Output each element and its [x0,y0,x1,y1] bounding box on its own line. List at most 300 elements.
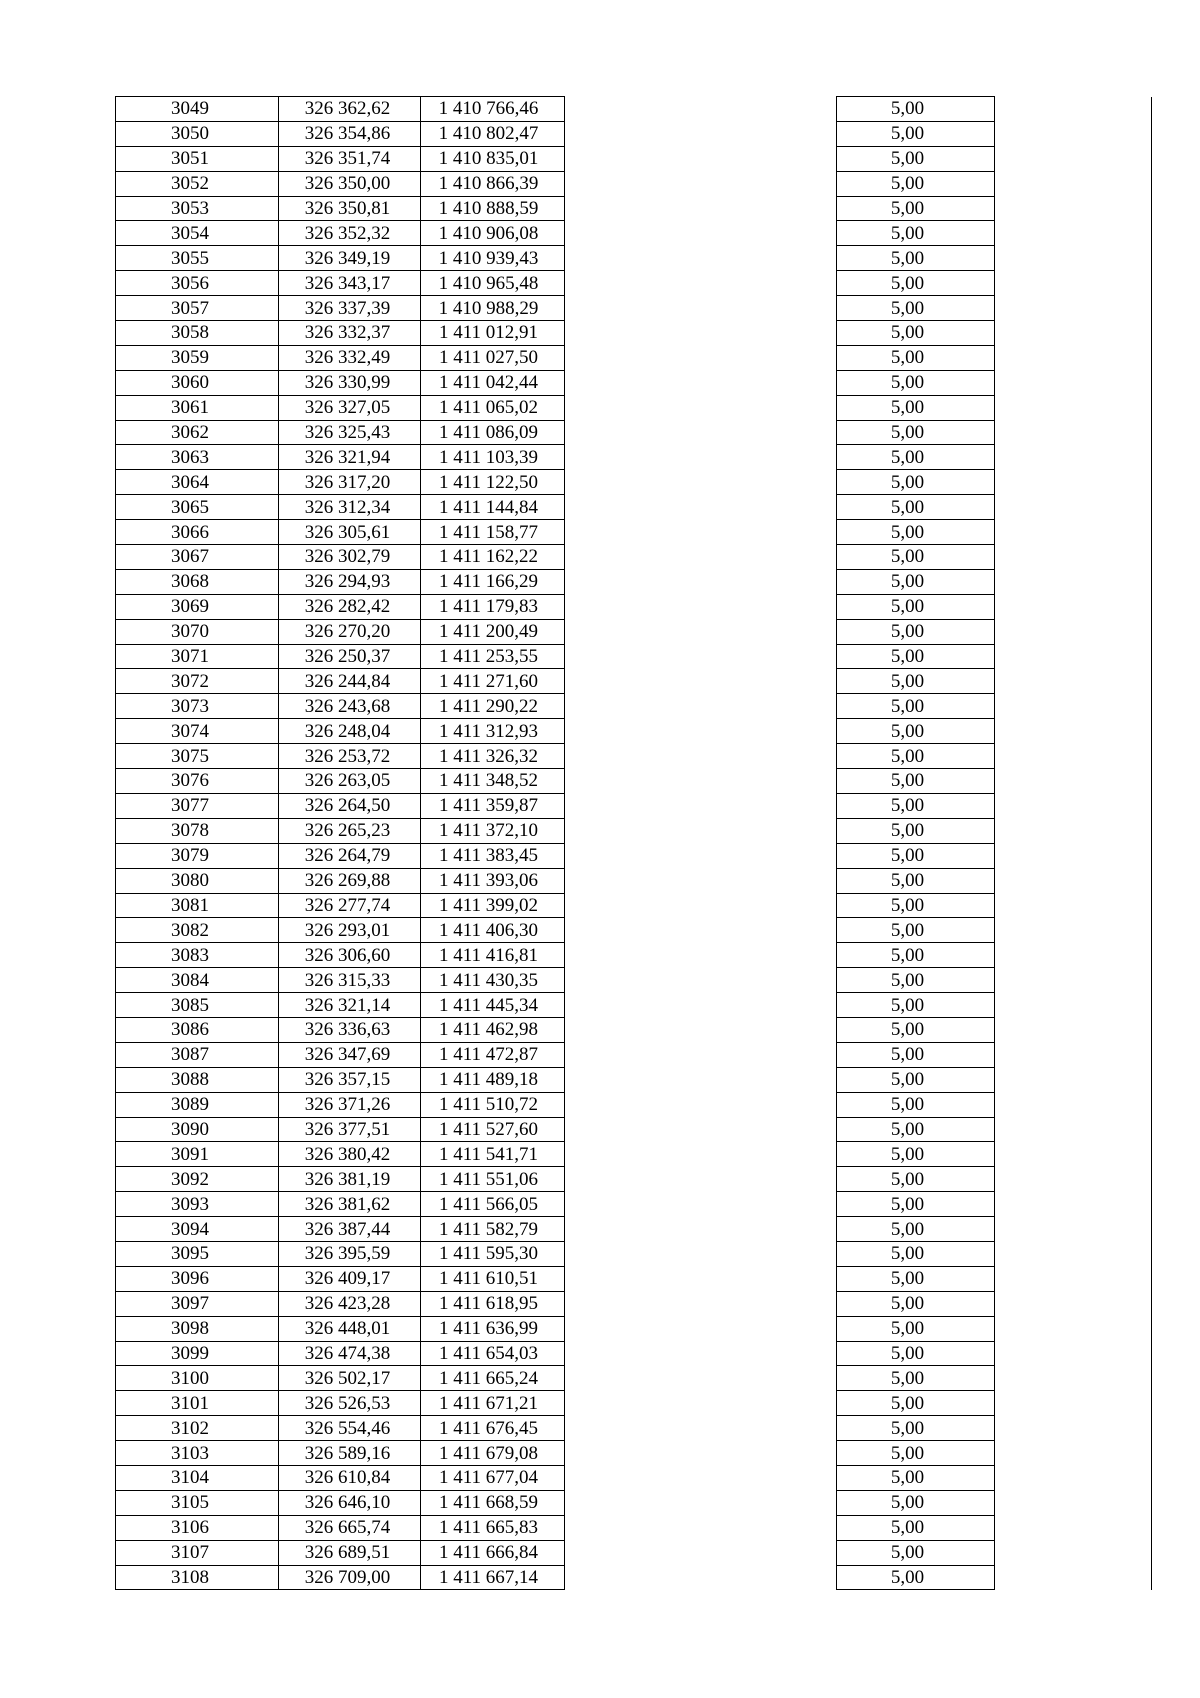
empty-cell [995,171,1152,196]
empty-cell [565,644,837,669]
empty-cell [995,943,1152,968]
y-coordinate-cell: 1 410 988,29 [421,296,565,321]
accuracy-value-cell: 5,00 [837,97,995,122]
accuracy-value-cell: 5,00 [837,1017,995,1042]
empty-cell [565,1042,837,1067]
point-number-cell: 3077 [116,793,279,818]
accuracy-value-cell: 5,00 [837,943,995,968]
y-coordinate-cell: 1 411 122,50 [421,470,565,495]
point-number-cell: 3056 [116,271,279,296]
point-number-cell: 3059 [116,345,279,370]
table-row [116,1017,1152,1042]
accuracy-value-cell: 5,00 [837,271,995,296]
accuracy-value-cell: 5,00 [837,321,995,346]
empty-cell [565,1192,837,1217]
x-coordinate-cell: 326 282,42 [279,594,421,619]
empty-cell [565,321,837,346]
x-coordinate-cell: 326 317,20 [279,470,421,495]
empty-cell [565,1067,837,1092]
accuracy-value-cell: 5,00 [837,1067,995,1092]
empty-cell [995,1142,1152,1167]
point-number-cell: 3071 [116,644,279,669]
accuracy-value-cell: 5,00 [837,395,995,420]
empty-cell [565,993,837,1018]
x-coordinate-cell: 326 349,19 [279,246,421,271]
y-coordinate-cell: 1 411 162,22 [421,545,565,570]
x-coordinate-cell: 326 554,46 [279,1416,421,1441]
point-number-cell: 3058 [116,321,279,346]
empty-cell [565,1540,837,1565]
accuracy-value-cell: 5,00 [837,769,995,794]
table-row [116,818,1152,843]
point-number-cell: 3085 [116,993,279,1018]
empty-cell [995,569,1152,594]
table-row [116,146,1152,171]
y-coordinate-cell: 1 411 406,30 [421,918,565,943]
coordinate-table-body [116,97,1152,1590]
x-coordinate-cell: 326 343,17 [279,271,421,296]
point-number-cell: 3060 [116,370,279,395]
x-coordinate-cell: 326 448,01 [279,1316,421,1341]
table-row [116,545,1152,570]
empty-cell [995,1291,1152,1316]
table-row [116,1291,1152,1316]
table-row [116,619,1152,644]
empty-cell [565,395,837,420]
empty-cell [565,345,837,370]
empty-cell [995,445,1152,470]
x-coordinate-cell: 326 306,60 [279,943,421,968]
empty-cell [995,121,1152,146]
table-row [116,246,1152,271]
accuracy-value-cell: 5,00 [837,1341,995,1366]
empty-cell [565,1142,837,1167]
empty-cell [995,495,1152,520]
empty-cell [995,744,1152,769]
empty-cell [565,420,837,445]
empty-cell [995,1540,1152,1565]
empty-cell [565,1565,837,1590]
y-coordinate-cell: 1 411 666,84 [421,1540,565,1565]
x-coordinate-cell: 326 312,34 [279,495,421,520]
x-coordinate-cell: 326 387,44 [279,1217,421,1242]
empty-cell [565,1241,837,1266]
point-number-cell: 3105 [116,1490,279,1515]
point-number-cell: 3095 [116,1241,279,1266]
coordinate-table [115,96,1152,1590]
table-row [116,1117,1152,1142]
empty-cell [565,370,837,395]
accuracy-value-cell: 5,00 [837,495,995,520]
point-number-cell: 3069 [116,594,279,619]
table-row [116,1142,1152,1167]
empty-cell [565,1441,837,1466]
accuracy-value-cell: 5,00 [837,1192,995,1217]
table-row [116,1316,1152,1341]
accuracy-value-cell: 5,00 [837,744,995,769]
empty-cell [995,321,1152,346]
table-row [116,1490,1152,1515]
empty-cell [565,1117,837,1142]
x-coordinate-cell: 326 321,94 [279,445,421,470]
point-number-cell: 3066 [116,520,279,545]
x-coordinate-cell: 326 315,33 [279,968,421,993]
point-number-cell: 3053 [116,196,279,221]
table-row [116,196,1152,221]
y-coordinate-cell: 1 411 671,21 [421,1391,565,1416]
y-coordinate-cell: 1 411 290,22 [421,694,565,719]
y-coordinate-cell: 1 411 636,99 [421,1316,565,1341]
x-coordinate-cell: 326 395,59 [279,1241,421,1266]
table-row [116,719,1152,744]
table-row [116,520,1152,545]
y-coordinate-cell: 1 411 472,87 [421,1042,565,1067]
empty-cell [995,1316,1152,1341]
point-number-cell: 3055 [116,246,279,271]
y-coordinate-cell: 1 411 086,09 [421,420,565,445]
empty-cell [995,669,1152,694]
empty-cell [565,1017,837,1042]
empty-cell [995,1017,1152,1042]
y-coordinate-cell: 1 410 835,01 [421,146,565,171]
table-row [116,97,1152,122]
point-number-cell: 3061 [116,395,279,420]
y-coordinate-cell: 1 411 551,06 [421,1167,565,1192]
empty-cell [995,246,1152,271]
empty-cell [995,893,1152,918]
table-row [116,1067,1152,1092]
point-number-cell: 3062 [116,420,279,445]
y-coordinate-cell: 1 411 158,77 [421,520,565,545]
y-coordinate-cell: 1 411 359,87 [421,793,565,818]
x-coordinate-cell: 326 352,32 [279,221,421,246]
accuracy-value-cell: 5,00 [837,818,995,843]
empty-cell [995,545,1152,570]
x-coordinate-cell: 326 336,63 [279,1017,421,1042]
y-coordinate-cell: 1 410 965,48 [421,271,565,296]
empty-cell [995,719,1152,744]
x-coordinate-cell: 326 269,88 [279,868,421,893]
accuracy-value-cell: 5,00 [837,1391,995,1416]
point-number-cell: 3052 [116,171,279,196]
point-number-cell: 3078 [116,818,279,843]
table-row [116,271,1152,296]
empty-cell [995,1117,1152,1142]
point-number-cell: 3106 [116,1515,279,1540]
x-coordinate-cell: 326 409,17 [279,1266,421,1291]
empty-cell [565,1416,837,1441]
empty-cell [995,843,1152,868]
point-number-cell: 3051 [116,146,279,171]
empty-cell [995,345,1152,370]
empty-cell [995,868,1152,893]
y-coordinate-cell: 1 411 144,84 [421,495,565,520]
accuracy-value-cell: 5,00 [837,868,995,893]
empty-cell [995,395,1152,420]
coordinate-table-page [115,96,1151,1590]
empty-cell [995,1067,1152,1092]
accuracy-value-cell: 5,00 [837,619,995,644]
empty-cell [995,1441,1152,1466]
y-coordinate-cell: 1 411 541,71 [421,1142,565,1167]
point-number-cell: 3049 [116,97,279,122]
accuracy-value-cell: 5,00 [837,1266,995,1291]
point-number-cell: 3067 [116,545,279,570]
empty-cell [565,1391,837,1416]
empty-cell [565,97,837,122]
accuracy-value-cell: 5,00 [837,793,995,818]
y-coordinate-cell: 1 411 595,30 [421,1241,565,1266]
accuracy-value-cell: 5,00 [837,1092,995,1117]
y-coordinate-cell: 1 410 888,59 [421,196,565,221]
empty-cell [565,146,837,171]
x-coordinate-cell: 326 347,69 [279,1042,421,1067]
table-row [116,644,1152,669]
y-coordinate-cell: 1 411 679,08 [421,1441,565,1466]
table-row [116,669,1152,694]
y-coordinate-cell: 1 411 665,24 [421,1366,565,1391]
accuracy-value-cell: 5,00 [837,1217,995,1242]
empty-cell [995,1490,1152,1515]
accuracy-value-cell: 5,00 [837,669,995,694]
y-coordinate-cell: 1 411 582,79 [421,1217,565,1242]
empty-cell [995,271,1152,296]
empty-cell [995,1565,1152,1590]
y-coordinate-cell: 1 411 527,60 [421,1117,565,1142]
table-row [116,1217,1152,1242]
y-coordinate-cell: 1 411 103,39 [421,445,565,470]
empty-cell [565,1291,837,1316]
empty-cell [995,1217,1152,1242]
x-coordinate-cell: 326 381,62 [279,1192,421,1217]
empty-cell [995,644,1152,669]
accuracy-value-cell: 5,00 [837,545,995,570]
point-number-cell: 3108 [116,1565,279,1590]
point-number-cell: 3089 [116,1092,279,1117]
x-coordinate-cell: 326 351,74 [279,146,421,171]
table-row [116,1540,1152,1565]
x-coordinate-cell: 326 277,74 [279,893,421,918]
point-number-cell: 3107 [116,1540,279,1565]
y-coordinate-cell: 1 411 348,52 [421,769,565,794]
empty-cell [565,470,837,495]
table-row [116,1167,1152,1192]
accuracy-value-cell: 5,00 [837,146,995,171]
empty-cell [565,769,837,794]
y-coordinate-cell: 1 410 906,08 [421,221,565,246]
empty-cell [995,1391,1152,1416]
table-row [116,1266,1152,1291]
table-row [116,370,1152,395]
empty-cell [565,520,837,545]
accuracy-value-cell: 5,00 [837,1416,995,1441]
empty-cell [565,221,837,246]
accuracy-value-cell: 5,00 [837,470,995,495]
empty-cell [995,1042,1152,1067]
empty-cell [995,1341,1152,1366]
table-row [116,296,1152,321]
y-coordinate-cell: 1 411 566,05 [421,1192,565,1217]
empty-cell [995,1192,1152,1217]
table-row [116,594,1152,619]
point-number-cell: 3091 [116,1142,279,1167]
empty-cell [995,1241,1152,1266]
empty-cell [565,495,837,520]
y-coordinate-cell: 1 411 027,50 [421,345,565,370]
y-coordinate-cell: 1 411 012,91 [421,321,565,346]
x-coordinate-cell: 326 250,37 [279,644,421,669]
x-coordinate-cell: 326 381,19 [279,1167,421,1192]
y-coordinate-cell: 1 411 667,14 [421,1565,565,1590]
empty-cell [565,296,837,321]
empty-cell [565,545,837,570]
table-row [116,993,1152,1018]
table-row [116,445,1152,470]
y-coordinate-cell: 1 411 430,35 [421,968,565,993]
empty-cell [565,196,837,221]
y-coordinate-cell: 1 411 654,03 [421,1341,565,1366]
table-row [116,569,1152,594]
x-coordinate-cell: 326 264,50 [279,793,421,818]
accuracy-value-cell: 5,00 [837,121,995,146]
point-number-cell: 3102 [116,1416,279,1441]
empty-cell [995,97,1152,122]
empty-cell [995,221,1152,246]
empty-cell [995,793,1152,818]
point-number-cell: 3101 [116,1391,279,1416]
point-number-cell: 3050 [116,121,279,146]
y-coordinate-cell: 1 411 393,06 [421,868,565,893]
point-number-cell: 3104 [116,1465,279,1490]
table-row [116,1192,1152,1217]
x-coordinate-cell: 326 423,28 [279,1291,421,1316]
x-coordinate-cell: 326 330,99 [279,370,421,395]
accuracy-value-cell: 5,00 [837,171,995,196]
table-row [116,1341,1152,1366]
accuracy-value-cell: 5,00 [837,445,995,470]
accuracy-value-cell: 5,00 [837,1042,995,1067]
point-number-cell: 3070 [116,619,279,644]
y-coordinate-cell: 1 411 271,60 [421,669,565,694]
x-coordinate-cell: 326 526,53 [279,1391,421,1416]
point-number-cell: 3074 [116,719,279,744]
point-number-cell: 3103 [116,1441,279,1466]
x-coordinate-cell: 326 357,15 [279,1067,421,1092]
empty-cell [565,1167,837,1192]
y-coordinate-cell: 1 411 445,34 [421,993,565,1018]
table-row [116,221,1152,246]
x-coordinate-cell: 326 243,68 [279,694,421,719]
empty-cell [565,1316,837,1341]
table-row [116,843,1152,868]
empty-cell [565,669,837,694]
table-row [116,395,1152,420]
y-coordinate-cell: 1 411 677,04 [421,1465,565,1490]
table-row [116,793,1152,818]
x-coordinate-cell: 326 709,00 [279,1565,421,1590]
accuracy-value-cell: 5,00 [837,569,995,594]
point-number-cell: 3098 [116,1316,279,1341]
empty-cell [565,744,837,769]
empty-cell [995,993,1152,1018]
y-coordinate-cell: 1 410 939,43 [421,246,565,271]
empty-cell [995,470,1152,495]
accuracy-value-cell: 5,00 [837,594,995,619]
empty-cell [995,1092,1152,1117]
x-coordinate-cell: 326 362,62 [279,97,421,122]
accuracy-value-cell: 5,00 [837,1316,995,1341]
y-coordinate-cell: 1 411 065,02 [421,395,565,420]
point-number-cell: 3068 [116,569,279,594]
y-coordinate-cell: 1 411 200,49 [421,619,565,644]
accuracy-value-cell: 5,00 [837,221,995,246]
x-coordinate-cell: 326 270,20 [279,619,421,644]
empty-cell [995,520,1152,545]
table-row [116,918,1152,943]
y-coordinate-cell: 1 411 372,10 [421,818,565,843]
empty-cell [565,1341,837,1366]
table-row [116,1366,1152,1391]
empty-cell [565,121,837,146]
empty-cell [995,1167,1152,1192]
x-coordinate-cell: 326 253,72 [279,744,421,769]
accuracy-value-cell: 5,00 [837,1565,995,1590]
x-coordinate-cell: 326 689,51 [279,1540,421,1565]
empty-cell [565,1490,837,1515]
table-row [116,420,1152,445]
x-coordinate-cell: 326 337,39 [279,296,421,321]
point-number-cell: 3076 [116,769,279,794]
accuracy-value-cell: 5,00 [837,1515,995,1540]
y-coordinate-cell: 1 410 866,39 [421,171,565,196]
table-row [116,470,1152,495]
empty-cell [565,694,837,719]
point-number-cell: 3099 [116,1341,279,1366]
table-row [116,769,1152,794]
y-coordinate-cell: 1 411 676,45 [421,1416,565,1441]
empty-cell [565,1515,837,1540]
y-coordinate-cell: 1 410 802,47 [421,121,565,146]
point-number-cell: 3092 [116,1167,279,1192]
x-coordinate-cell: 326 244,84 [279,669,421,694]
table-row [116,1416,1152,1441]
accuracy-value-cell: 5,00 [837,719,995,744]
y-coordinate-cell: 1 411 383,45 [421,843,565,868]
accuracy-value-cell: 5,00 [837,1241,995,1266]
empty-cell [995,694,1152,719]
y-coordinate-cell: 1 411 610,51 [421,1266,565,1291]
y-coordinate-cell: 1 411 462,98 [421,1017,565,1042]
table-row [116,495,1152,520]
empty-cell [565,569,837,594]
y-coordinate-cell: 1 411 042,44 [421,370,565,395]
x-coordinate-cell: 326 321,14 [279,993,421,1018]
point-number-cell: 3072 [116,669,279,694]
y-coordinate-cell: 1 411 326,32 [421,744,565,769]
point-number-cell: 3080 [116,868,279,893]
point-number-cell: 3065 [116,495,279,520]
empty-cell [565,1092,837,1117]
x-coordinate-cell: 326 502,17 [279,1366,421,1391]
point-number-cell: 3079 [116,843,279,868]
y-coordinate-cell: 1 411 416,81 [421,943,565,968]
table-row [116,121,1152,146]
point-number-cell: 3094 [116,1217,279,1242]
y-coordinate-cell: 1 411 179,83 [421,594,565,619]
accuracy-value-cell: 5,00 [837,1465,995,1490]
accuracy-value-cell: 5,00 [837,1490,995,1515]
x-coordinate-cell: 326 380,42 [279,1142,421,1167]
